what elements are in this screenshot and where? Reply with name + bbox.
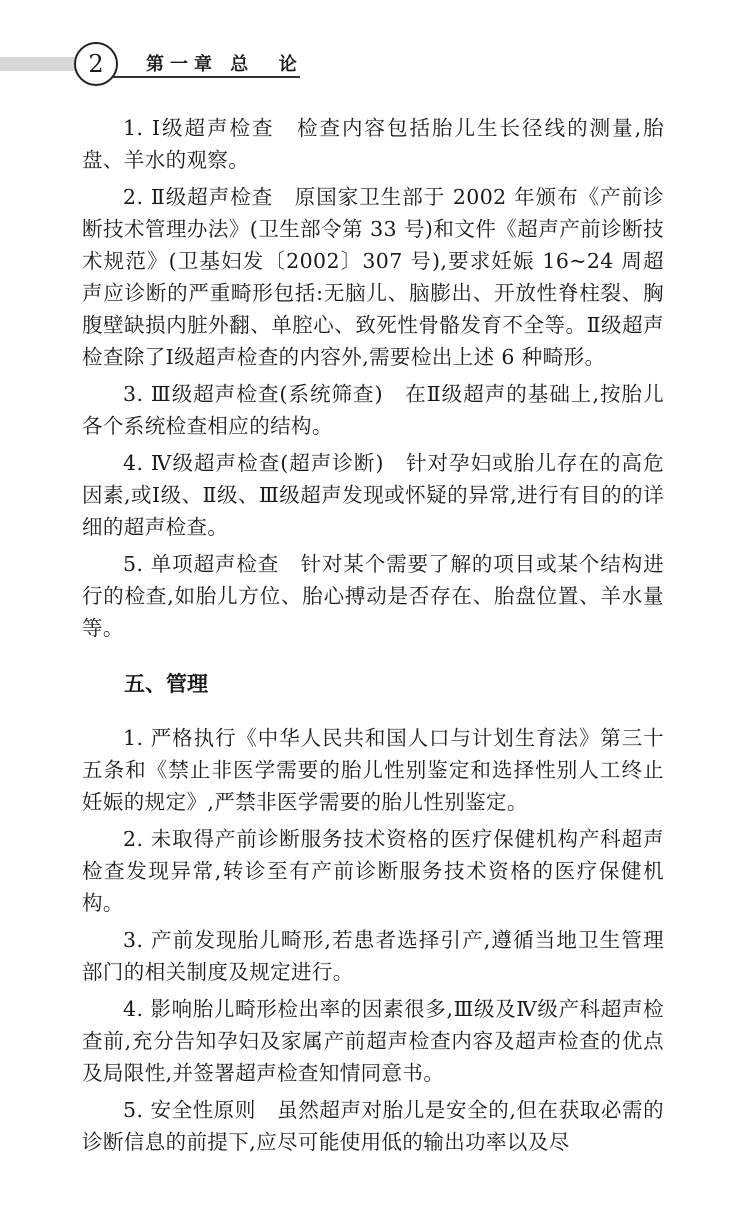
header-rule [92, 76, 300, 78]
chapter-title: 第一章 总 论 [146, 54, 303, 75]
paragraph-lead: 5. 安全性原则 [123, 1098, 257, 1122]
paragraph-level-4 [82, 447, 664, 543]
paragraph-text: 4. 影响胎儿畸形检出率的因素很多,Ⅲ级及Ⅳ级产科超声检查前,充分告知孕妇及家属产前超声检查内容及超声检查的优点及局限性,并签署超声检查知情同意书。 [82, 997, 664, 1085]
paragraph-management-5 [82, 1094, 664, 1158]
paragraph-text: 3. 产前发现胎儿畸形,若患者选择引产,遵循当地卫生管理部门的相关制度及规定进行。 [82, 928, 664, 984]
paragraph-management-1 [82, 722, 664, 818]
paragraph-lead: 1. Ⅰ级超声检查 [123, 116, 275, 140]
paragraph-text: 针对某个需要了解的项目或某个结构进行的检查,如胎儿方位、胎心搏动是否存在、胎盘位置、羊水量等。 [82, 552, 664, 640]
paragraph-text: 2. 未取得产前诊断服务技术资格的医疗保健机构产科超声检查发现异常,转诊至有产前诊断服务技术资格的医疗保健机构。 [82, 827, 664, 915]
paragraph-management-4 [82, 993, 664, 1089]
paragraph-lead: 3. Ⅲ级超声检查(系统筛查) [123, 382, 383, 406]
page-header [0, 42, 303, 86]
paragraph-text: 针对孕妇或胎儿存在的高危因素,或Ⅰ级、Ⅱ级、Ⅲ级超声发现或怀疑的异常,进行有目的的详细的超声检查。 [82, 451, 664, 539]
paragraph-management-2 [82, 823, 664, 919]
paragraph-lead: 5. 单项超声检查 [123, 552, 280, 576]
paragraph-single-item [82, 548, 664, 644]
paragraph-text: 检查内容包括胎儿生长径线的测量,胎盘、羊水的观察。 [82, 116, 665, 172]
paragraph-level-2 [82, 181, 664, 373]
paragraph-text: 虽然超声对胎儿是安全的,但在获取必需的诊断信息的前提下,应尽可能使用低的输出功率以及尽 [82, 1098, 665, 1154]
paragraph-text: 1. 严格执行《中华人民共和国人口与计划生育法》第三十五条和《禁止非医学需要的胎儿性别鉴定和选择性别人工终止妊娠的规定》,严禁非医学需要的胎儿性别鉴定。 [82, 726, 664, 814]
paragraph-management-3 [82, 924, 664, 988]
page-body [82, 112, 664, 1163]
paragraph-lead: 2. Ⅱ级超声检查 [123, 185, 274, 209]
paragraph-level-3 [82, 378, 664, 442]
paragraph-text: 原国家卫生部于 2002 年颁布《产前诊断技术管理办法》(卫生部令第 33 号)和文件《超声产前诊断技术规范》(卫基妇发〔2002〕307 号),要求妊娠 16~24 周超声应诊断的严重畸形包括:无脑儿、脑膨出、开放性脊柱裂、胸腹壁缺损内脏外翻、单腔心、致死性骨骼发育不全等。Ⅱ级超声检查除了Ⅰ级超声检查的内容外,需要检出上述 6 种畸形。 [82, 185, 665, 369]
page-number: 2 [74, 42, 118, 86]
section-heading: 五、管理 [124, 672, 208, 696]
paragraph-text: 在Ⅱ级超声的基础上,按胎儿各个系统检查相应的结构。 [82, 382, 664, 438]
paragraph-lead: 4. Ⅳ级超声检查(超声诊断) [123, 451, 384, 475]
paragraph-level-1 [82, 112, 664, 176]
